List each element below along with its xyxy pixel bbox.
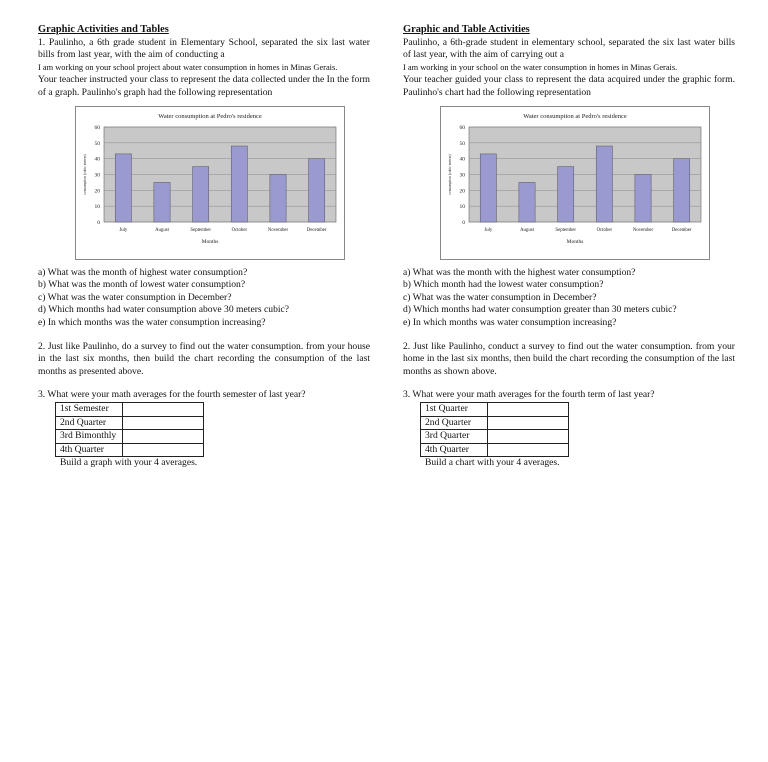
y-tick-label: 10 — [459, 203, 465, 210]
bar — [115, 153, 131, 221]
question-e: e) In which months was the water consumption increasing? — [38, 316, 266, 328]
right-column — [403, 24, 735, 470]
bar — [519, 182, 535, 222]
table-row — [56, 443, 204, 457]
question-d: d) Which months had water consumption greater than 30 meters cubic? — [403, 304, 677, 316]
question-a: a) What was the month of highest water consumption? — [38, 266, 248, 278]
table-row — [421, 430, 569, 444]
bar — [635, 174, 651, 222]
x-axis-label: Months — [566, 238, 584, 245]
bar — [596, 146, 612, 222]
bar — [231, 146, 247, 222]
bar — [480, 153, 496, 221]
y-tick-label: 30 — [459, 172, 465, 179]
y-tick-label: 50 — [459, 140, 465, 147]
question-c: c) What was the water consumption in December? — [403, 291, 597, 303]
question-e: e) In which months was water consumption increasing? — [403, 316, 617, 328]
x-tick-label: December — [306, 227, 327, 233]
water-chart — [75, 106, 345, 260]
question-2: 2. Just like Paulinho, do a survey to find out the water consumption. from your house in the last six months, then build the chart recording the consumption of the last months as presented above. — [38, 340, 370, 377]
water-chart-svg — [76, 107, 344, 259]
bar — [309, 158, 325, 221]
table-cell-value[interactable] — [488, 430, 569, 444]
left-column — [38, 24, 370, 470]
table-cell-value[interactable] — [488, 443, 569, 457]
chart-title: Water consumption at Pedro's residence — [158, 112, 262, 120]
table-row — [421, 443, 569, 457]
bar — [154, 182, 170, 222]
table-cell-label: 3rd Quarter — [421, 430, 488, 444]
x-tick-label: July — [119, 227, 128, 233]
x-axis-label: Months — [201, 238, 219, 245]
table-cell-value[interactable] — [488, 402, 569, 416]
x-tick-label: September — [190, 227, 211, 233]
intro-text-2: I am working in your school on the water consumption in homes in Minas Gerais. — [403, 62, 678, 72]
question-c: c) What was the water consumption in December? — [38, 291, 232, 303]
question-3: 3. What were your math averages for the fourth term of last year? — [403, 389, 655, 401]
averages-table — [55, 402, 204, 457]
table-cell-label: 2nd Quarter — [56, 416, 123, 430]
question-3: 3. What were your math averages for the fourth semester of last year? — [38, 389, 306, 401]
y-tick-label: 30 — [94, 172, 100, 179]
x-tick-label: November — [267, 227, 289, 233]
bar — [270, 174, 286, 222]
intro-text: Paulinho, a 6th-grade student in elementary school, separated the six last water bills of last year, with the aim of carrying out a — [403, 36, 735, 61]
water-chart-svg — [441, 107, 709, 259]
table-row — [56, 402, 204, 416]
table-cell-label: 1st Quarter — [421, 402, 488, 416]
x-tick-label: July — [484, 227, 493, 233]
intro-text-3: Your teacher guided your class to represent the data acquired under the graphic form. Paulinho's chart had the following representation — [403, 74, 735, 98]
y-tick-label: 0 — [462, 219, 465, 226]
table-row — [421, 402, 569, 416]
bar — [674, 158, 690, 221]
table-row — [56, 430, 204, 444]
page-title: Graphic Activities and Tables — [38, 24, 169, 35]
table-instruction: Build a chart with your 4 averages. — [425, 457, 560, 469]
x-tick-label: December — [671, 227, 692, 233]
y-axis-label: consumption (cubic meters) — [83, 154, 87, 195]
x-tick-label: October — [231, 227, 248, 233]
table-cell-value[interactable] — [488, 416, 569, 430]
table-cell-value[interactable] — [123, 430, 204, 444]
y-tick-label: 0 — [97, 219, 100, 226]
chart-title: Water consumption at Pedro's residence — [523, 112, 627, 120]
y-tick-label: 10 — [94, 203, 100, 210]
water-chart — [440, 106, 710, 260]
y-axis-label: consumption (cubic meters) — [448, 154, 452, 195]
y-tick-label: 40 — [94, 156, 100, 163]
table-cell-value[interactable] — [123, 443, 204, 457]
y-tick-label: 60 — [459, 124, 465, 131]
table-cell-value[interactable] — [123, 416, 204, 430]
table-row — [56, 416, 204, 430]
x-tick-label: August — [520, 227, 534, 233]
bar — [558, 166, 574, 221]
bar — [193, 166, 209, 221]
y-tick-label: 50 — [94, 140, 100, 147]
y-tick-label: 20 — [94, 187, 100, 194]
y-tick-label: 60 — [94, 124, 100, 131]
y-tick-label: 40 — [459, 156, 465, 163]
x-tick-label: November — [632, 227, 654, 233]
table-cell-label: 4th Quarter — [421, 443, 488, 457]
page-title: Graphic and Table Activities — [403, 24, 530, 35]
x-tick-label: October — [596, 227, 613, 233]
table-cell-label: 2nd Quarter — [421, 416, 488, 430]
table-cell-label: 1st Semester — [56, 402, 123, 416]
question-2: 2. Just like Paulinho, conduct a survey to find out the water consumption. from your home in the last six months, then build the chart recording the consumption of the last months as shown above. — [403, 340, 735, 377]
y-tick-label: 20 — [459, 187, 465, 194]
intro-text-2: I am working on your school project about water consumption in homes in Minas Gerais. — [38, 62, 338, 72]
table-cell-label: 3rd Bimonthly — [56, 430, 123, 444]
question-d: d) Which months had water consumption above 30 meters cubic? — [38, 304, 290, 316]
table-cell-value[interactable] — [123, 402, 204, 416]
x-tick-label: September — [555, 227, 576, 233]
table-cell-label: 4th Quarter — [56, 443, 123, 457]
x-tick-label: August — [155, 227, 169, 233]
question-b: b) Which month had the lowest water consumption? — [403, 279, 604, 291]
table-row — [421, 416, 569, 430]
question-b: b) What was the month of lowest water consumption? — [38, 279, 246, 291]
question-a: a) What was the month with the highest water consumption? — [403, 266, 636, 278]
table-instruction: Build a graph with your 4 averages. — [60, 457, 198, 469]
intro-text: 1. Paulinho, a 6th grade student in Elementary School, separated the six last water bills from last year, with the aim of conducting a — [38, 36, 370, 61]
averages-table — [420, 402, 569, 457]
intro-text-3: Your teacher instructed your class to represent the data collected under the In the form of a graph. Paulinho's graph had the following representation — [38, 74, 370, 98]
